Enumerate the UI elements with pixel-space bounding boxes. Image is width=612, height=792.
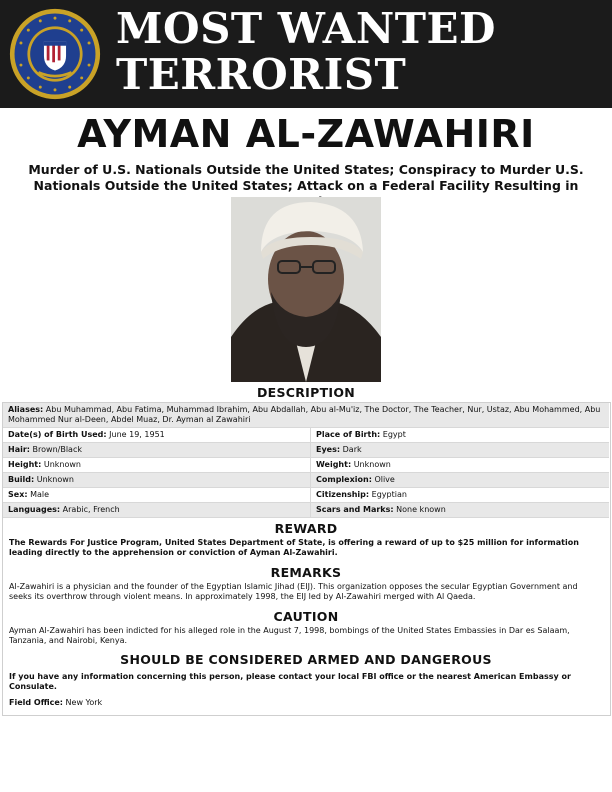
field-value: June 19, 1951 bbox=[109, 430, 165, 439]
table-row bbox=[3, 473, 609, 488]
field-office-label: Field Office: bbox=[9, 698, 63, 707]
subject-photo bbox=[231, 197, 381, 382]
caution-heading: CAUTION bbox=[273, 609, 339, 624]
field-value: Arabic, French bbox=[62, 505, 120, 514]
field-value: None known bbox=[396, 505, 446, 514]
field-value: Brown/Black bbox=[32, 445, 82, 454]
table-row bbox=[3, 488, 609, 503]
field-value: Dark bbox=[342, 445, 362, 454]
field-label: Build: bbox=[8, 475, 35, 484]
table-row bbox=[3, 443, 609, 458]
field-value: Olive bbox=[374, 475, 395, 484]
field-value: Male bbox=[30, 490, 50, 499]
remarks-heading: REMARKS bbox=[270, 565, 342, 580]
field-label: Complexion: bbox=[316, 475, 372, 484]
banner-title bbox=[116, 6, 496, 98]
reward-heading: REWARD bbox=[274, 521, 338, 536]
remarks-text: Al-Zawahiri is a physician and the founder of the Egyptian Islamic Jihad (EIJ). This organization opposes the secular Egyptian Government and seeks its overthrow through violent means. In approximately 1998, the EIJ led by Al-Zawahiri merged with Al Qaeda. bbox=[9, 582, 578, 601]
field-label: Hair: bbox=[8, 445, 30, 454]
banner-title-line1: MOST WANTED bbox=[116, 4, 496, 53]
field-label: Languages: bbox=[8, 505, 61, 514]
header-banner bbox=[0, 0, 612, 108]
table-row bbox=[3, 458, 609, 473]
reward-text: The Rewards For Justice Program, United States Department of State, is offering a reward of up to $25 million for information leading directly to the apprehension or conviction of Ayman Al-Zawahiri. bbox=[9, 538, 579, 557]
description-heading: DESCRIPTION bbox=[256, 385, 356, 400]
fbi-seal-icon bbox=[9, 8, 101, 100]
field-label: Date(s) of Birth Used: bbox=[8, 430, 107, 439]
field-label: Scars and Marks: bbox=[316, 505, 394, 514]
caution-text: Ayman Al-Zawahiri has been indicted for his alleged role in the August 7, 1998, bombings of the United States Embassies in Dar es Salaam, Tanzania, and Nairobi, Kenya. bbox=[9, 626, 570, 645]
banner-title-line2: TERRORIST bbox=[116, 50, 407, 99]
description-table bbox=[3, 403, 609, 518]
contact-text: If you have any information concerning this person, please contact your local FBI office or the nearest American Embassy or Consulate. bbox=[9, 672, 571, 691]
subject-name: AYMAN AL-ZAWAHIRI bbox=[77, 112, 535, 156]
field-label: Weight: bbox=[316, 460, 352, 469]
field-label: Citizenship: bbox=[316, 490, 370, 499]
portrait-image bbox=[231, 197, 381, 382]
field-value: Egypt bbox=[382, 430, 406, 439]
field-label: Sex: bbox=[8, 490, 28, 499]
aliases-label: Aliases: bbox=[8, 405, 44, 414]
field-office-value: New York bbox=[65, 698, 103, 707]
charges-line1: Murder of U.S. Nationals Outside the United States; Conspiracy to Murder U.S. bbox=[28, 162, 584, 177]
field-value: Egyptian bbox=[371, 490, 407, 499]
aliases-cell bbox=[3, 403, 609, 428]
table-row bbox=[3, 428, 609, 443]
table-row bbox=[3, 503, 609, 518]
aliases-value: Abu Muhammad, Abu Fatima, Muhammad Ibrahim, Abu Abdallah, Abu al-Mu'iz, The Doctor, The Teacher, Nur, Ustaz, Abu Mohammed, Abu Mohammed Nur al-Deen, Abdel Muaz, Dr. Ayman al Zawahiri bbox=[8, 405, 601, 424]
field-value: Unknown bbox=[43, 460, 81, 469]
field-value: Unknown bbox=[353, 460, 391, 469]
field-label: Eyes: bbox=[316, 445, 341, 454]
field-value: Unknown bbox=[36, 475, 74, 484]
armed-dangerous-heading: SHOULD BE CONSIDERED ARMED AND DANGEROUS bbox=[120, 652, 492, 667]
charges-line2: Nationals Outside the United States; Attack on a Federal Facility Resulting in bbox=[33, 178, 579, 193]
table-row-aliases bbox=[3, 403, 609, 428]
field-office bbox=[9, 698, 601, 708]
field-label: Place of Birth: bbox=[316, 430, 381, 439]
field-label: Height: bbox=[8, 460, 42, 469]
